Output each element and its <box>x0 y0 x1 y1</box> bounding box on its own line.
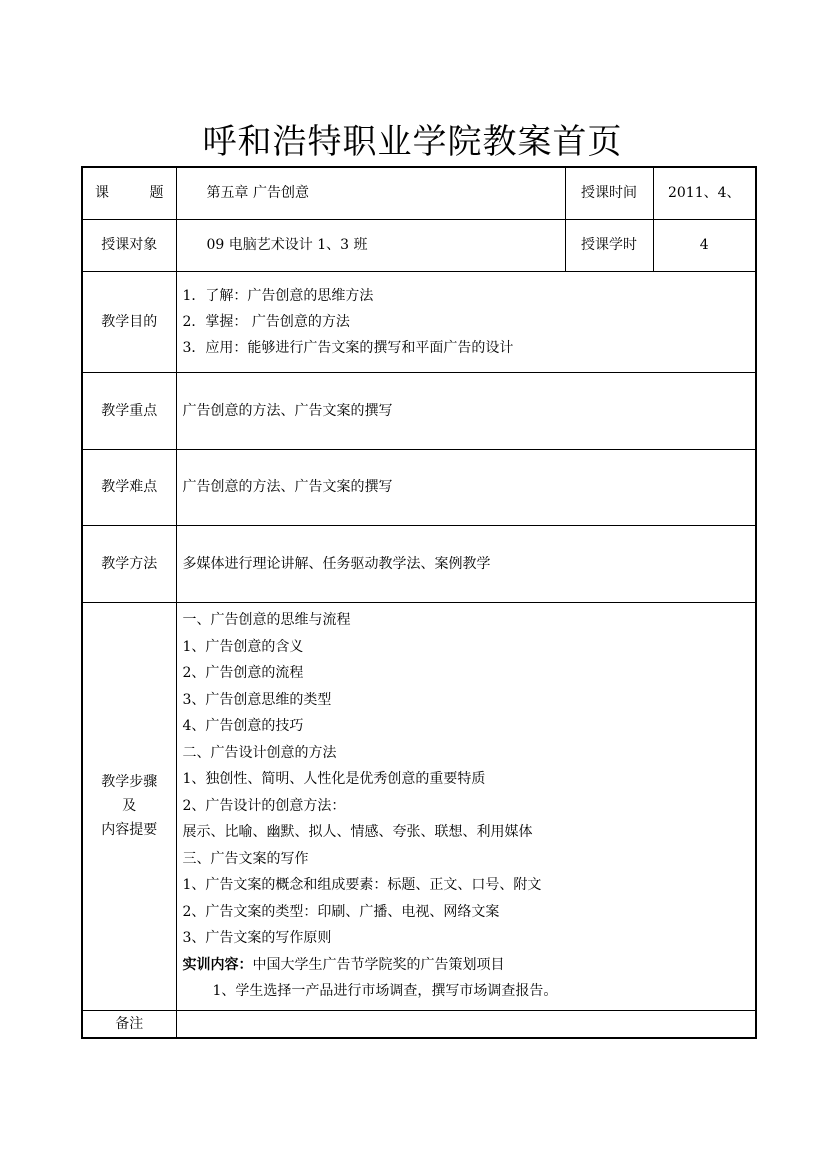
topic-value: 第五章 广告创意 <box>176 167 565 219</box>
steps-line: 3、广告文案的写作原则 <box>182 930 332 947</box>
difficulties-value: 广告创意的方法、广告文案的撰写 <box>176 449 756 525</box>
key-points-value: 广告创意的方法、广告文案的撰写 <box>176 372 756 449</box>
key-points-row <box>82 372 756 449</box>
steps-line: 4、广告创意的技巧 <box>182 718 304 735</box>
steps-line: 1、独创性、简明、人性化是优秀创意的重要特质 <box>182 771 486 788</box>
practice-line <box>183 952 750 979</box>
notes-label: 备注 <box>82 1010 176 1038</box>
audience-row <box>82 219 756 271</box>
steps-row <box>82 602 756 1010</box>
teaching-hours-value: 4 <box>653 219 756 271</box>
notes-row <box>82 1010 756 1038</box>
difficulties-label: 教学难点 <box>82 449 176 525</box>
practice-label: 实训内容： <box>182 956 253 973</box>
difficulties-row <box>82 449 756 525</box>
objective-item: 3．应用：能够进行广告文案的撰写和平面广告的设计 <box>182 339 514 356</box>
objectives-row <box>82 271 756 372</box>
steps-label <box>82 602 176 1010</box>
practice-item: 1、学生选择一产品进行市场调查，撰写市场调查报告。 <box>212 983 558 1000</box>
objective-item: 1．了解：广告创意的思维方法 <box>182 287 374 304</box>
steps-line: 2、广告设计的创意方法： <box>182 797 346 814</box>
lesson-plan-table <box>81 166 757 1039</box>
objectives-label: 教学目的 <box>82 271 176 372</box>
steps-label-line: 教学步骤 <box>101 774 158 790</box>
steps-line: 一、广告创意的思维与流程 <box>182 612 351 629</box>
topic-row <box>82 167 756 219</box>
teaching-time-label: 授课时间 <box>565 167 653 219</box>
page-title: 呼和浩特职业学院教案首页 <box>202 122 623 162</box>
steps-line: 三、广告文案的写作 <box>182 850 309 867</box>
audience-value: 09 电脑艺术设计 1、3 班 <box>176 219 565 271</box>
steps-line: 1、广告文案的概念和组成要素：标题、正文、口号、附文 <box>182 877 542 894</box>
teaching-hours-label: 授课学时 <box>565 219 653 271</box>
teaching-time-value: 2011、4、 <box>653 167 756 219</box>
steps-line: 3、广告创意思维的类型 <box>182 691 332 708</box>
steps-line: 二、广告设计创意的方法 <box>182 744 337 761</box>
practice-value: 中国大学生广告节学院奖的广告策划项目 <box>252 956 505 973</box>
steps-label-line: 及 <box>122 798 137 814</box>
steps-line: 1、广告创意的含义 <box>182 638 304 655</box>
objectives-content <box>176 271 756 372</box>
audience-label: 授课对象 <box>82 219 176 271</box>
methods-value: 多媒体进行理论讲解、任务驱动教学法、案例教学 <box>176 525 756 602</box>
steps-line: 2、广告创意的流程 <box>182 665 304 682</box>
methods-label: 教学方法 <box>82 525 176 602</box>
steps-line: 2、广告文案的类型：印刷、广播、电视、网络文案 <box>182 903 500 920</box>
steps-line: 展示、比喻、幽默、拟人、情感、夸张、联想、利用媒体 <box>182 824 533 841</box>
objective-item: 2．掌握： 广告创意的方法 <box>182 313 350 330</box>
steps-label-line: 内容提要 <box>101 822 158 838</box>
steps-content <box>176 602 756 1010</box>
topic-label: 课 题 <box>82 167 176 219</box>
key-points-label: 教学重点 <box>82 372 176 449</box>
methods-row <box>82 525 756 602</box>
notes-value <box>176 1010 756 1038</box>
